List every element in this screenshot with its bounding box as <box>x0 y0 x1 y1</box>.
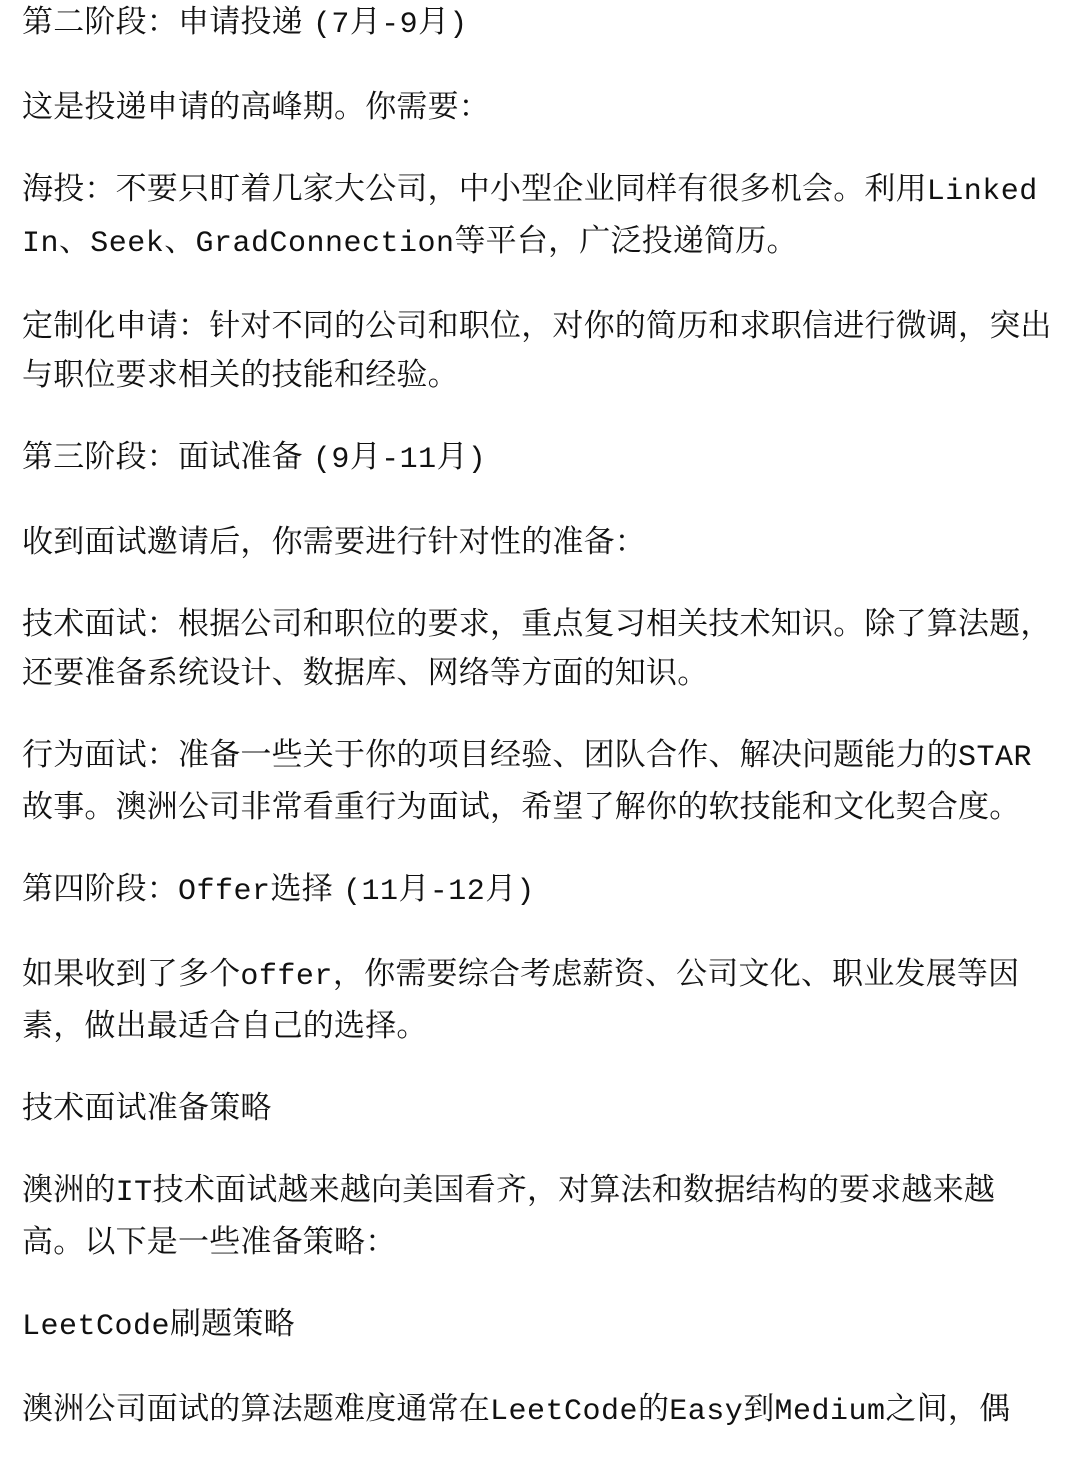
section-heading: 第二阶段：申请投递 (7月-9月) <box>22 4 468 42</box>
paragraph: 定制化申请：针对不同的公司和职位，对你的简历和求职信进行微调，突出与职位要求相关的技能和经验。 <box>22 308 1052 393</box>
document-body <box>22 0 1052 1470</box>
paragraph: 技术面试：根据公司和职位的要求，重点复习相关技术知识。除了算法题，还要准备系统设计、数据库、网络等方面的知识。 <box>22 606 1052 691</box>
paragraph: 澳洲的IT技术面试越来越向美国看齐，对算法和数据结构的要求越来越高。以下是一些准备策略： <box>22 1172 996 1260</box>
section-heading: 第四阶段：Offer选择 (11月-12月) <box>22 871 535 909</box>
paragraph: 这是投递申请的高峰期。你需要： <box>22 89 490 125</box>
paragraph: 海投：不要只盯着几家大公司，中小型企业同样有很多机会。利用LinkedIn、Seek、GradConnection等平台，广泛投递简历。 <box>22 171 1038 261</box>
paragraph: 如果收到了多个offer，你需要综合考虑薪资、公司文化、职业发展等因素，做出最适合自己的选择。 <box>22 956 1020 1044</box>
section-heading: 技术面试准备策略 <box>22 1090 272 1126</box>
paragraph: 澳洲公司面试的算法题难度通常在LeetCode的Easy到Medium之间，偶 <box>22 1391 1011 1429</box>
section-heading: 第三阶段：面试准备 (9月-11月) <box>22 439 487 477</box>
section-heading: LeetCode刷题策略 <box>22 1306 295 1344</box>
paragraph: 收到面试邀请后，你需要进行针对性的准备： <box>22 524 646 560</box>
paragraph: 行为面试：准备一些关于你的项目经验、团队合作、解决问题能力的STAR故事。澳洲公司非常看重行为面试，希望了解你的软技能和文化契合度。 <box>22 737 1033 825</box>
